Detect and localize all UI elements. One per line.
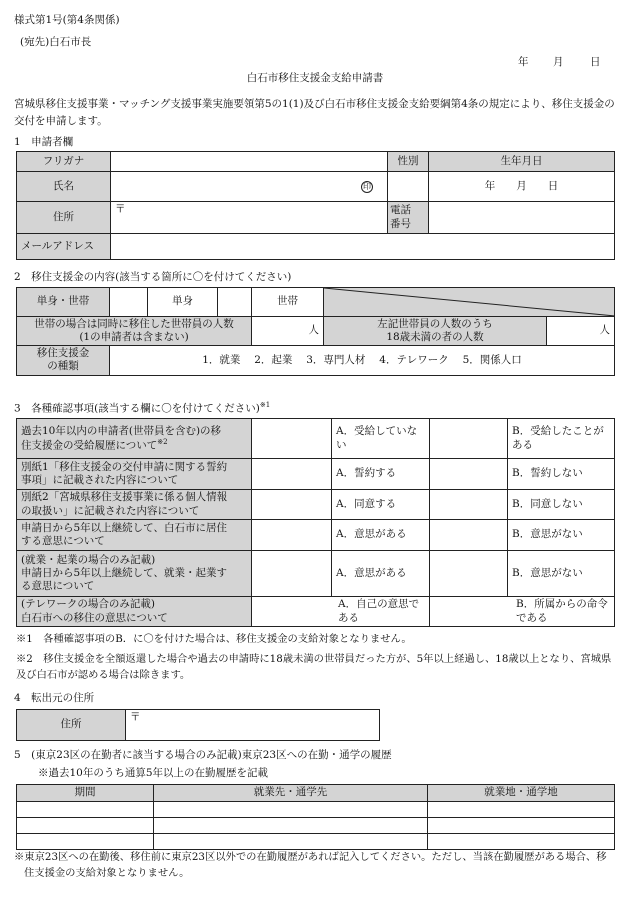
option-a-mark-cell[interactable]: [252, 520, 332, 551]
phone-label-line2: 番号: [390, 217, 411, 230]
period-header: 期間: [17, 785, 154, 802]
table-row: [17, 833, 615, 849]
birthdate-label: 生年月日: [429, 152, 615, 172]
name-field[interactable]: [111, 172, 388, 202]
members-unit: 人: [308, 324, 319, 337]
period-cell[interactable]: [17, 833, 154, 849]
postal-mark: 〒: [130, 711, 141, 723]
previous-address-label: 住所: [17, 710, 126, 741]
confirm-question-line: 住支援金の受給履歴について$^{※2}$: [21, 437, 168, 452]
household-type-label: 単身・世帯: [17, 288, 110, 317]
location-header: 就業地・通学地: [428, 785, 615, 802]
option-a-mark-cell[interactable]: [252, 459, 332, 490]
support-type-options[interactable]: 1．就業 2．起業 3．専門人材 4．テレワーク 5．関係人口: [110, 346, 615, 375]
minors-count-field[interactable]: [547, 317, 615, 346]
option-a-label: A．意思がある: [332, 520, 430, 551]
postal-mark: 〒: [115, 203, 126, 215]
option-b-mark-cell[interactable]: [430, 551, 508, 597]
date-month: 月: [553, 56, 564, 68]
confirm-question-note: ※2: [157, 437, 168, 446]
minors-unit: 人: [599, 324, 610, 337]
option-b-label: B．受給したことが ある: [508, 419, 615, 459]
email-label: メールアドレス: [17, 234, 111, 260]
option-a-mark-cell[interactable]: [252, 419, 332, 459]
previous-address-field[interactable]: [126, 710, 380, 741]
section5-subheading: ※過去10年のうち通算5年以上の在勤履歴を記載: [38, 767, 269, 779]
employer-cell[interactable]: [154, 817, 428, 833]
section3-heading: [14, 401, 270, 416]
period-cell[interactable]: [17, 817, 154, 833]
applicant-table: [16, 151, 615, 260]
household-mark-cell[interactable]: [218, 288, 252, 317]
birth-month: 月: [516, 179, 527, 192]
phone-field[interactable]: [429, 202, 615, 234]
option-b-mark-cell[interactable]: [430, 459, 508, 490]
section5-heading: 5 (東京23区の在勤者に該当する場合のみ記載)東京23区への在勤・通学の履歴: [14, 749, 392, 761]
table-row: [17, 801, 615, 817]
confirm-question-line: 過去10年以内の申請者(世帯員を含む)の移: [21, 424, 222, 437]
phone-label-line1: 電話: [390, 204, 411, 217]
gender-field[interactable]: [388, 172, 429, 202]
minors-label-line1: 左記世帯員の人数のうち: [377, 318, 493, 330]
option-a-label[interactable]: A．自己の意思で ある: [252, 597, 430, 627]
option-b-label[interactable]: B．所属からの命令 である: [430, 597, 615, 627]
gender-label: 性別: [388, 152, 429, 172]
date-year: 年: [518, 56, 529, 68]
intro-text: 宮城県移住支援事業・マッチング支援事業実施要領第5の1(1)及び白石市移住支援金支給要綱第4条の規定により、移住支援金の交付を申請します。: [14, 98, 615, 127]
location-cell[interactable]: [428, 801, 615, 817]
members-label: [17, 317, 252, 346]
email-field[interactable]: [111, 234, 615, 260]
date-day: 日: [590, 56, 601, 68]
option-b-mark-cell[interactable]: [430, 520, 508, 551]
confirmation-table: [16, 418, 615, 627]
support-type-label: [17, 346, 110, 375]
furigana-field[interactable]: [111, 152, 388, 172]
address-label: 住所: [17, 202, 111, 234]
confirm-question: (就業・起業の場合のみ記載) 申請日から5年以上継続して、就業・起業す る意思について: [17, 551, 252, 597]
section2-heading: 2 移住支援金の内容(該当する箇所に〇を付けてください): [14, 271, 292, 283]
support-type-label-line2: の種類: [47, 360, 79, 373]
document-title: 白石市移住支援金支給申請書: [246, 72, 384, 84]
phone-label: [388, 202, 429, 234]
option-b-label: B．意思がない: [508, 551, 615, 597]
location-cell[interactable]: [428, 817, 615, 833]
employer-header: 就業先・通学先: [154, 785, 428, 802]
members-count-field[interactable]: [252, 317, 324, 346]
option-a-label: A．誓約する: [332, 459, 430, 490]
section3-heading-note: ※1: [259, 401, 271, 409]
commute-history-table: [16, 784, 615, 850]
option-b-label: B．誓約しない: [508, 459, 615, 490]
option-a-mark-cell[interactable]: [252, 551, 332, 597]
option-a-mark-cell[interactable]: [252, 490, 332, 520]
support-type-label-line1: 移住支援金: [36, 347, 90, 360]
previous-address-table: [16, 709, 380, 741]
section1-heading: 1 申請者欄: [14, 136, 74, 148]
employer-cell[interactable]: [154, 801, 428, 817]
confirm-question: 別紙1「移住支援金の交付申請に関する誓約 事項」に記載された内容について: [17, 459, 252, 490]
confirm-question: 別紙2「宮城県移住支援事業に係る個人情報 の取扱い」に記載された内容について: [17, 490, 252, 520]
option-a-label: A．受給していない: [332, 419, 430, 459]
minors-label-line2: 18歳未満の者の人数: [386, 331, 484, 344]
seal-mark: 印: [362, 181, 371, 191]
birth-year: 年: [484, 179, 496, 192]
option-a-label: A．意思がある: [332, 551, 430, 597]
employer-cell[interactable]: [154, 833, 428, 849]
members-label-line2: (1の申請者は含まない): [79, 331, 189, 344]
members-label-line1: 世帯の場合は同時に移住した世帯員の人数: [34, 318, 234, 330]
option-b-mark-cell[interactable]: [430, 419, 508, 459]
section3-heading-text: 3 各種確認事項(該当する欄に〇を付けてください): [14, 402, 260, 415]
confirm-question: 申請日から5年以上継続して、白石市に居住 する意思について: [17, 520, 252, 551]
option-b-label: B．同意しない: [508, 490, 615, 520]
option-b-mark-cell[interactable]: [430, 490, 508, 520]
birthdate-field[interactable]: [429, 172, 615, 202]
table-row: [17, 817, 615, 833]
option-a-label: A．同意する: [332, 490, 430, 520]
support-content-table: [16, 287, 615, 376]
option-b-label: B．意思がない: [508, 520, 615, 551]
confirm-question: [17, 419, 252, 459]
single-mark-cell[interactable]: [110, 288, 148, 317]
birth-day: 日: [547, 179, 559, 192]
single-option: 単身: [148, 288, 218, 317]
addressee: (宛先)白石市長: [20, 36, 92, 48]
furigana-label: フリガナ: [17, 152, 111, 172]
section5-note: ※東京23区への在勤後、移住前に東京23区以外での在勤履歴があれば記入してください。ただし、当該在勤履歴がある場合、移住支援金の支給対象となりません。: [14, 851, 607, 879]
address-field[interactable]: [111, 202, 388, 234]
form-number: 様式第1号(第4条関係): [14, 14, 120, 26]
household-option: 世帯: [252, 288, 324, 317]
period-cell[interactable]: [17, 801, 154, 817]
note-2: ※2 移住支援金を全額返還した場合や過去の申請時に18歳未満の世帯員だった方が、5年以上経過し、18歳以上となり、宮城県及び白石市が認める場合は除きます。: [16, 653, 612, 681]
diagonal-cell: [324, 288, 615, 317]
location-cell[interactable]: [428, 833, 615, 849]
diagonal-line: [324, 288, 615, 316]
section4-heading: 4 転出元の住所: [14, 692, 95, 704]
confirm-question: (テレワークの場合のみ記載) 白石市への移住の意思について: [17, 597, 252, 627]
name-label: 氏名: [17, 172, 111, 202]
minors-label: [324, 317, 547, 346]
note-1: ※1 各種確認事項のB．に〇を付けた場合は、移住支援金の支給対象となりません。: [16, 633, 412, 645]
